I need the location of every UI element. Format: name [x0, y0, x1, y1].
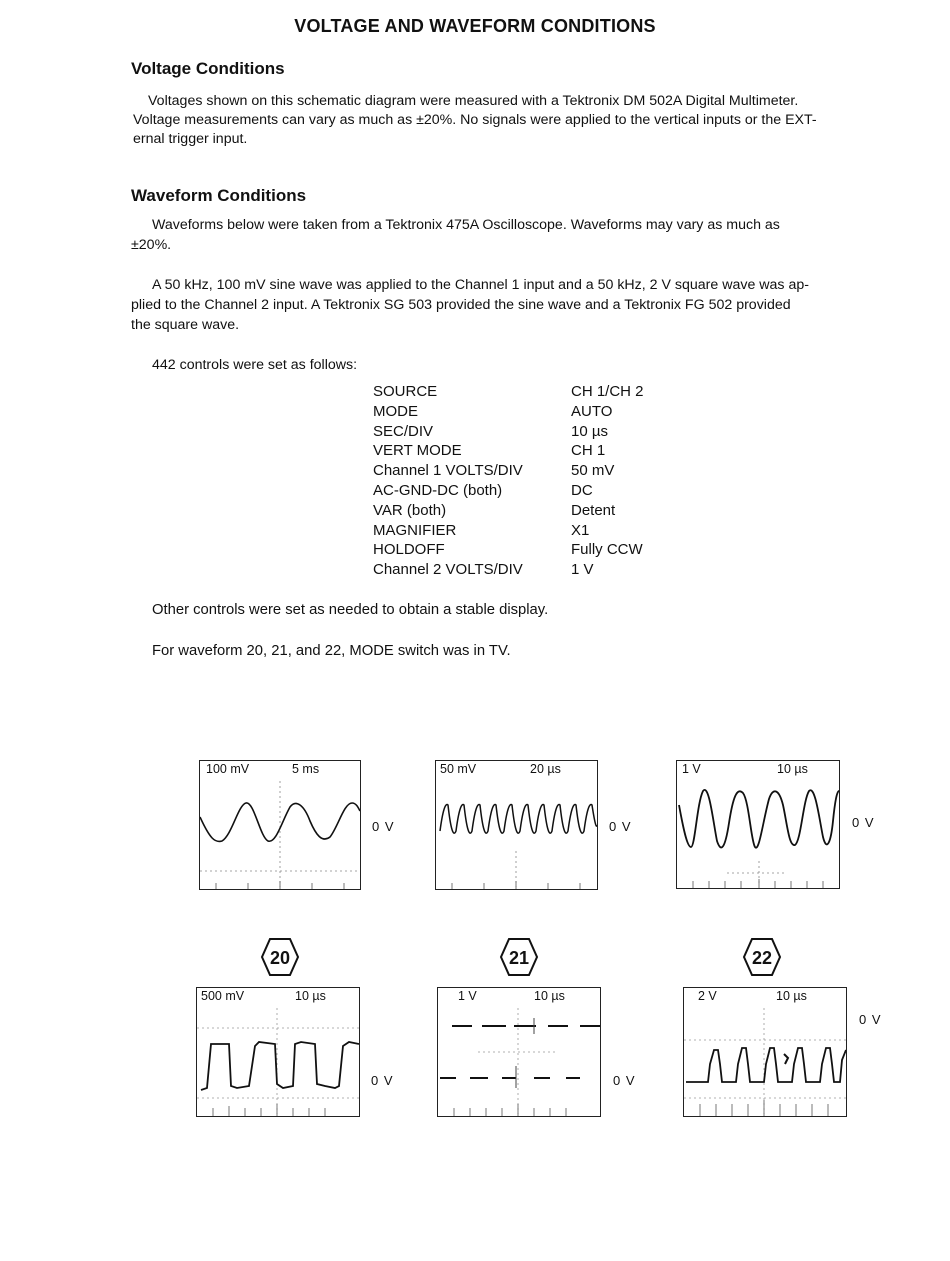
control-value: AUTO: [571, 402, 613, 420]
scope-display-6: [683, 987, 847, 1117]
scope-display-3: [676, 760, 840, 889]
voltage-text-line-3: ernal trigger input.: [133, 131, 248, 147]
control-value: Fully CCW: [571, 541, 643, 559]
controls-row: [373, 501, 644, 521]
control-name: HOLDOFF: [373, 541, 445, 559]
controls-row: [373, 560, 644, 580]
badge-number: 20: [269, 948, 291, 968]
badge-number: 21: [508, 948, 530, 968]
control-value: 1 V: [571, 561, 594, 579]
waveform-p1-line-1: Waveforms below were taken from a Tektronix 475A Oscilloscope. Waveforms may vary as much as: [152, 217, 780, 233]
control-name: VAR (both): [373, 501, 447, 519]
controls-intro: 442 controls were set as follows:: [152, 357, 358, 373]
scope-display-5: [437, 987, 601, 1117]
zero-volt-label: 0 V: [371, 1073, 394, 1088]
waveform-p2-line-3: the square wave.: [131, 317, 240, 333]
scope-time-label: 10 µs: [295, 989, 326, 1003]
waveform-number-badge-21: [499, 937, 539, 977]
control-value: CH 1: [571, 442, 606, 460]
scope-volts-label: 1 V: [682, 762, 701, 776]
voltage-text-line-1: Voltages shown on this schematic diagram were measured with a Tektronix DM 502A Digital Multimeter.: [148, 93, 799, 109]
waveform-p1-line-2: ±20%.: [131, 237, 172, 253]
scope-volts-label: 50 mV: [440, 762, 477, 776]
control-value: Detent: [571, 501, 616, 519]
scope-trace-2: [436, 761, 597, 889]
other-controls-note: Other controls were set as needed to obtain a stable display.: [152, 602, 549, 618]
scope-time-label: 5 ms: [292, 762, 320, 776]
scope-trace-6: [684, 988, 846, 1116]
voltage-conditions-heading: Voltage Conditions: [131, 59, 285, 78]
control-value: 50 mV: [571, 462, 615, 480]
scope-display-1: [199, 760, 361, 890]
scope-time-label: 10 µs: [777, 762, 808, 776]
tv-mode-note: For waveform 20, 21, and 22, MODE switch was in TV.: [152, 643, 511, 659]
waveform-number-badge-22: [742, 937, 782, 977]
scope-display-2: [435, 760, 598, 890]
controls-table: [373, 382, 644, 580]
scope-volts-label: 500 mV: [201, 989, 245, 1003]
scope-trace-5: [438, 988, 600, 1116]
scope-trace-4: [197, 988, 359, 1116]
control-value: 10 µs: [571, 422, 608, 440]
control-name: Channel 1 VOLTS/DIV: [373, 462, 523, 480]
waveform-p2-line-2: plied to the Channel 2 input. A Tektronix SG 503 provided the sine wave and a Tektronix FG 502 provided: [131, 297, 791, 313]
waveform-conditions-heading: Waveform Conditions: [131, 186, 307, 205]
control-name: SEC/DIV: [373, 422, 434, 440]
waveform-number-badge-20: [260, 937, 300, 977]
zero-volt-label: 0 V: [613, 1073, 636, 1088]
controls-row: [373, 540, 644, 560]
voltage-text-line-2: Voltage measurements can vary as much as ±20%. No signals were applied to the vertical inputs or the EXT-: [133, 112, 817, 128]
scope-display-4: [196, 987, 360, 1117]
control-name: SOURCE: [373, 383, 438, 400]
scope-time-label: 20 µs: [530, 762, 561, 776]
scope-volts-label: 1 V: [458, 989, 477, 1003]
control-name: VERT MODE: [373, 442, 462, 460]
control-name: Channel 2 VOLTS/DIV: [373, 561, 523, 579]
zero-volt-label: 0 V: [852, 815, 875, 830]
controls-row: [373, 521, 644, 541]
controls-row: [373, 481, 644, 501]
scope-trace-3: [677, 761, 839, 888]
controls-row: [373, 422, 644, 442]
scope-volts-label: 100 mV: [206, 762, 250, 776]
badge-number: 22: [751, 948, 773, 968]
scope-time-label: 10 µs: [776, 989, 807, 1003]
controls-row: [373, 402, 644, 422]
controls-row: [373, 461, 644, 481]
scope-trace-1: [200, 761, 360, 889]
control-name: MODE: [373, 402, 418, 420]
control-name: AC-GND-DC (both): [373, 481, 503, 499]
zero-volt-label: 0 V: [609, 819, 632, 834]
scope-time-label: 10 µs: [534, 989, 565, 1003]
scope-volts-label: 2 V: [698, 989, 717, 1003]
page-title: VOLTAGE AND WAVEFORM CONDITIONS: [294, 16, 656, 36]
zero-volt-label: 0 V: [372, 819, 395, 834]
control-value: X1: [571, 521, 590, 539]
waveform-p2-line-1: A 50 kHz, 100 mV sine wave was applied to the Channel 1 input and a 50 kHz, 2 V square wave was ap-: [152, 277, 809, 293]
control-name: MAGNIFIER: [373, 521, 457, 539]
control-value: DC: [571, 481, 593, 499]
controls-row: [373, 382, 644, 402]
zero-volt-label: 0 V: [859, 1012, 882, 1027]
control-value: CH 1/CH 2: [571, 383, 644, 400]
controls-row: [373, 441, 644, 461]
